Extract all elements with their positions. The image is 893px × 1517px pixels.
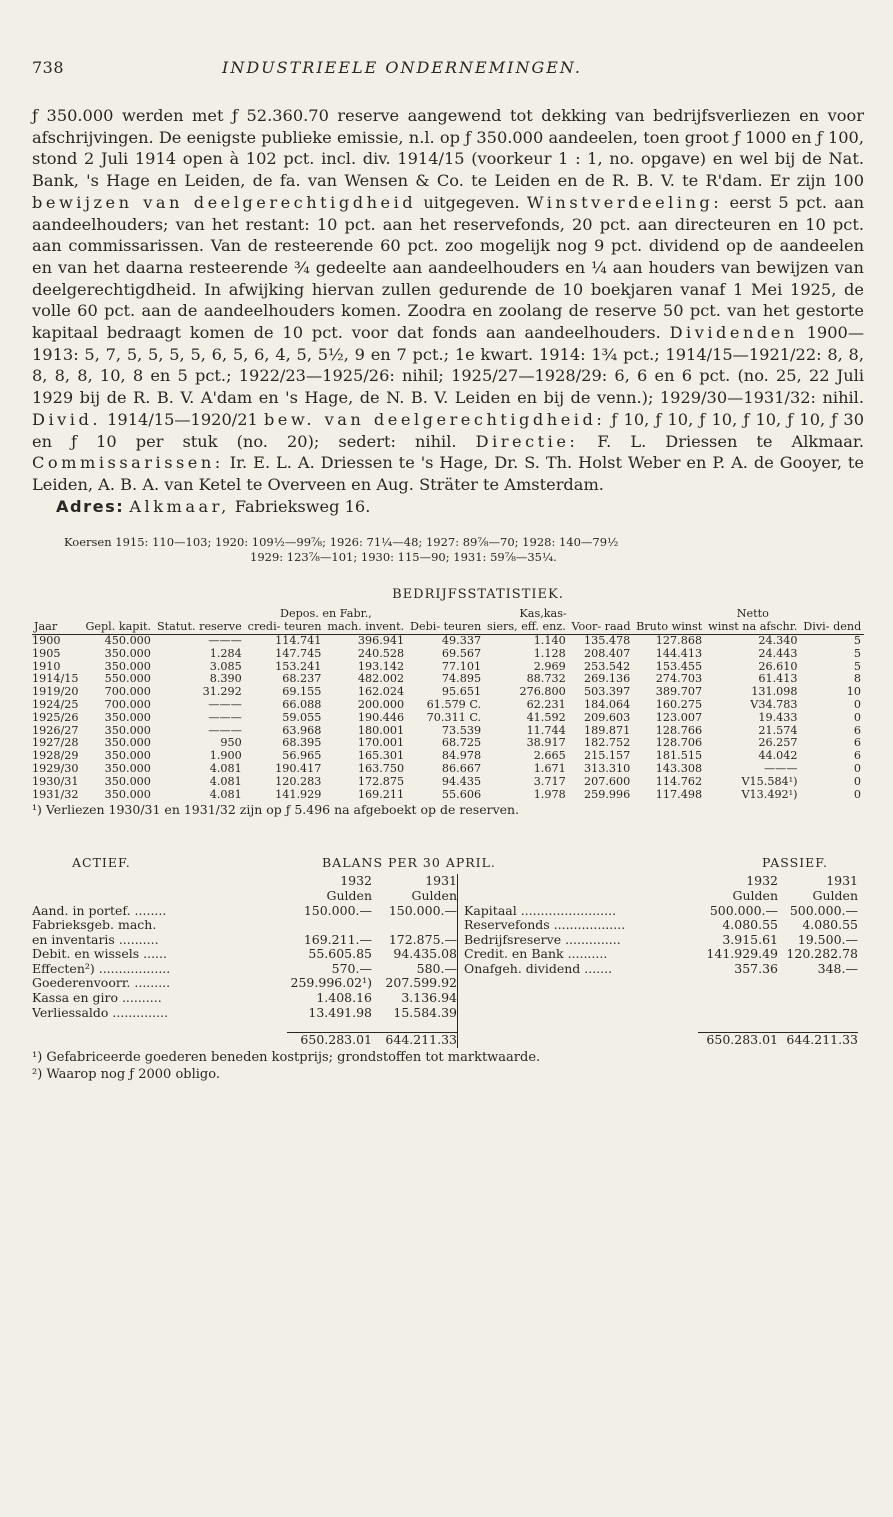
- stats-title: BEDRIJFSSTATISTIEK.: [392, 587, 564, 603]
- stats-cell: 1930/31: [32, 774, 79, 788]
- stats-cell: V34.783: [750, 697, 798, 711]
- passief-value: 500.000.—: [709, 902, 778, 918]
- stats-cell: 0: [853, 787, 861, 801]
- stats-col-header: Voor- raad: [569, 621, 634, 634]
- stats-cell: 1924/25: [32, 697, 79, 711]
- stats-cell: 4.081: [209, 774, 242, 788]
- passief-label: Kapitaal ........................: [464, 903, 617, 918]
- stats-cell: 114.762: [655, 774, 703, 788]
- stats-row: [32, 776, 864, 789]
- stats-cell: 41.592: [526, 710, 566, 724]
- passief-currency-2: Gulden: [812, 887, 858, 903]
- actief-row: [32, 904, 457, 919]
- stats-cell: 123.007: [655, 710, 703, 724]
- adres-city: Alkmaar,: [129, 496, 230, 516]
- stats-cell: 63.968: [282, 723, 322, 737]
- stats-cell: 135.478: [583, 633, 631, 647]
- stats-cell: 276.800: [519, 685, 566, 699]
- stats-cell: 153.455: [655, 659, 703, 673]
- stats-cell: 950: [220, 736, 242, 750]
- actief-total: 650.283.01 644.211.33: [32, 1032, 457, 1048]
- actief-value: 55.605.85: [308, 946, 372, 962]
- bew-label: bew. van deelgerechtigdheid:: [263, 409, 606, 429]
- adres-label: Adres:: [56, 496, 125, 516]
- divid-label: Divid.: [32, 409, 101, 429]
- commissarissen-label: Commissarissen:: [32, 453, 224, 473]
- text-uitgegeven: uitgegeven.: [416, 192, 527, 212]
- text-directie: F. L. Driessen te Alkmaar.: [578, 431, 864, 451]
- stats-cell: 1919/20: [32, 685, 79, 699]
- passief-value: 348.—: [817, 960, 858, 976]
- stats-cell: 350.000: [104, 761, 151, 775]
- stats-cell: 1929/30: [32, 761, 79, 775]
- actief-value: 169.211.—: [303, 931, 372, 947]
- stats-cell: 1931/32: [32, 787, 79, 801]
- stats-footnote: ¹) Verliezen 1930/31 en 1931/32 zijn op ƒ 5.496 na afgeboekt op de reserven.: [32, 802, 520, 818]
- text-divid-years: 1914/15—1920/21: [101, 409, 264, 429]
- text-bew: ƒ 10, ƒ 10, ƒ 10, ƒ 10, ƒ 10, ƒ 30 en ƒ 10 per stuk (no. 20); sedert: nihil.: [32, 409, 864, 451]
- stats-cell: 1900: [32, 633, 61, 647]
- stats-cell: V15.584¹): [741, 774, 798, 788]
- stats-cell: 141.929: [275, 787, 322, 801]
- stats-col-header: credi- teuren: [245, 621, 325, 634]
- stats-cell: 184.064: [583, 697, 631, 711]
- stats-cell: 24.340: [758, 633, 798, 647]
- stats-cell: 77.101: [441, 659, 482, 673]
- stats-cell: 55.606: [441, 787, 482, 801]
- stats-cell: 73.539: [441, 723, 482, 737]
- actief-value: 150.000.—: [388, 902, 457, 918]
- stats-cell: ———: [208, 697, 242, 711]
- actief-currency-2: Gulden: [411, 887, 457, 903]
- passief-year-2: 1931: [826, 873, 858, 889]
- stats-cell: 5: [853, 659, 861, 673]
- directie-label: Directie:: [475, 431, 579, 451]
- stats-col-header: Statut. reserve: [154, 621, 245, 634]
- actief-row: [32, 918, 457, 933]
- passief-row: [458, 947, 858, 962]
- stats-cell: 95.651: [441, 685, 482, 699]
- stats-row: [32, 648, 864, 661]
- stats-cell: 482.002: [357, 672, 405, 686]
- stats-cell: 26.257: [758, 736, 798, 750]
- stats-cell: 31.292: [202, 685, 242, 699]
- passief-label: PASSIEF.: [762, 855, 828, 871]
- winstverdeeling-label: Winstverdeeling:: [526, 192, 723, 212]
- stats-cell: 163.750: [357, 761, 405, 775]
- stats-cell: 160.275: [655, 697, 703, 711]
- stats-cell: 4.081: [209, 761, 242, 775]
- text-intro: ƒ 350.000 werden met ƒ 52.360.70 reserve aangewend tot dekking van bedrijfsverliezen en voor afschrijvingen. De eenigste publieke emissie, n.l. op ƒ 350.000 aandeelen, toen groot ƒ 1000 en ƒ 100, stond 2 Juli 1914 open à 102 pct. incl. div. 1914/15 (voorkeur 1 : 1, no. opgave) en wel bij de Nat. Bank, 's Hage en Leiden, de fa. van Wensen & Co. te Leiden en de R. B. V. te R'dam. Er zijn 100: [32, 106, 864, 191]
- stats-cell: 1.140: [533, 633, 566, 647]
- stats-cell: 10: [846, 685, 861, 699]
- stats-cell: 61.579 C.: [426, 697, 482, 711]
- stats-col-header: Bruto winst: [633, 621, 705, 634]
- stats-cell: 86.667: [441, 761, 482, 775]
- stats-cell: 170.001: [357, 736, 405, 750]
- stats-cell: 190.417: [275, 761, 322, 775]
- stats-row: [32, 763, 864, 776]
- actief-value: 94.435.08: [393, 946, 457, 962]
- actief-column: [32, 874, 458, 1048]
- stats-cell: 450.000: [104, 633, 151, 647]
- stats-cell: 68.725: [441, 736, 482, 750]
- actief-value: 259.996.02¹): [290, 975, 372, 991]
- stats-cell: 69.567: [441, 646, 482, 660]
- stats-cell: 350.000: [104, 710, 151, 724]
- passief-label: Bedrijfsreserve ..............: [464, 932, 621, 947]
- stats-col-header: siers, eff. enz.: [484, 621, 569, 634]
- stats-cell: 169.211: [357, 787, 405, 801]
- stats-cell: 209.603: [583, 710, 631, 724]
- spaced-bewijzen: bewijzen van deelgerechtigdheid: [32, 192, 417, 212]
- stats-row: [32, 712, 864, 725]
- actief-value: 570.—: [331, 960, 372, 976]
- balance-footnote-2: ²) Waarop nog ƒ 2000 obligo.: [32, 1066, 220, 1082]
- actief-value: 580.—: [416, 960, 457, 976]
- actief-value: 15.584.39: [393, 1004, 457, 1020]
- stats-cell: 0: [853, 774, 861, 788]
- stats-cell: 1928/29: [32, 749, 79, 763]
- stats-cell: 74.895: [441, 672, 482, 686]
- stats-cell: 1905: [32, 646, 61, 660]
- stats-cell: 1.284: [209, 646, 242, 660]
- stats-row: [32, 634, 864, 647]
- stats-cell: 165.301: [357, 749, 405, 763]
- passief-year-1: 1932: [746, 873, 778, 889]
- stats-cell: 0: [853, 761, 861, 775]
- stats-cell: 190.446: [357, 710, 405, 724]
- stats-cell: 1.128: [533, 646, 566, 660]
- stats-col-header: Debi- teuren: [407, 621, 484, 634]
- passief-value: 120.282.78: [786, 946, 858, 962]
- passief-value: 4.080.55: [802, 917, 858, 933]
- stats-cell: 189.871: [583, 723, 631, 737]
- stats-cell: 6: [853, 736, 861, 750]
- stats-cell: 350.000: [104, 787, 151, 801]
- stats-col-header: Divi- dend: [801, 621, 864, 634]
- passief-row: [458, 904, 858, 919]
- stats-cell: 240.528: [357, 646, 405, 660]
- stats-cell: 1.978: [533, 787, 566, 801]
- koersen-line-1: Koersen 1915: 110—103; 1920: 109½—99⅞; 1926: 71¼—48; 1927: 89⅞—70; 1928: 140—79½: [64, 535, 619, 550]
- stats-cell: 1.671: [533, 761, 566, 775]
- koersen: [32, 535, 864, 565]
- stats-cell: 1926/27: [32, 723, 79, 737]
- stats-cell: 4.081: [209, 787, 242, 801]
- dividenden-label: Dividenden: [669, 323, 798, 343]
- text-dividenden: 1900—1913: 5, 7, 5, 5, 5, 5, 6, 5, 6, 4, 5, 5½, 9 en 7 pct.; 1e kwart. 1914: 1¾ pct.; 1914/15—1921/22: 8, 8, 8, 8, 8, 10, 8 en 5 pct.; 1922/23—1925/26: nihil; 1925/27—1928/29: 6, 6 en 6 pct. (no. 25, 22 Juli 1929 bij de R. B. V. A'dam en 's Hage, de N. B. V. Leiden en bij de venn.); 1929/30—1931/32: nihil.: [32, 323, 865, 408]
- passief-row: [458, 918, 858, 933]
- actief-value: 150.000.—: [303, 902, 372, 918]
- stats-cell: 253.542: [583, 659, 631, 673]
- group-netto: Netto: [736, 607, 769, 621]
- stats-cell: 120.283: [275, 774, 322, 788]
- adres-street: Fabrieksweg 16.: [229, 496, 371, 516]
- actief-label: Fabrieksgeb. mach.: [32, 918, 157, 933]
- actief-currency-1: Gulden: [326, 887, 372, 903]
- text-commissarissen: Ir. E. L. A. Driessen te 's Hage, Dr. S. Th. Holst Weber en P. A. de Gooyer, te Leiden, A. B. A. van Ketel te Overveen en Aug. Sträter te Amsterdam.: [32, 453, 864, 494]
- stats-cell: 350.000: [104, 774, 151, 788]
- company-description: [32, 105, 864, 517]
- stats-cell: 144.413: [655, 646, 703, 660]
- stats-cell: 1925/26: [32, 710, 79, 724]
- actief-row: [32, 991, 457, 1006]
- stats-cell: V13.492¹): [741, 787, 798, 801]
- stats-cell: ———: [763, 761, 798, 775]
- stats-cell: 38.917: [526, 736, 566, 750]
- actief-year-2: 1931: [425, 873, 457, 889]
- stats-cell: 700.000: [104, 697, 151, 711]
- actief-value: 207.599.92: [385, 975, 457, 991]
- stats-cell: 8.390: [209, 672, 242, 686]
- stats-cell: 24.443: [758, 646, 798, 660]
- koersen-line-2: 1929: 123⅞—101; 1930: 115—90; 1931: 59⅞—35¼.: [250, 550, 557, 565]
- stats-cell: 181.515: [655, 749, 703, 763]
- stats-cell: 259.996: [583, 787, 631, 801]
- stats-cell: 66.088: [282, 697, 322, 711]
- stats-cell: 68.237: [282, 672, 322, 686]
- stats-cell: 3.717: [533, 774, 566, 788]
- stats-cell: 117.498: [655, 787, 703, 801]
- stats-cell: 2.665: [533, 749, 566, 763]
- passief-label: Onafgeh. dividend .......: [464, 961, 613, 976]
- stats-cell: 59.055: [282, 710, 322, 724]
- stats-cell: 153.241: [275, 659, 322, 673]
- actief-label: Aand. in portef. ........: [32, 903, 167, 918]
- page-header: [32, 58, 864, 77]
- stats-cell: 350.000: [104, 646, 151, 660]
- actief-label: en inventaris ..........: [32, 932, 159, 947]
- stats-cell: 68.395: [282, 736, 322, 750]
- passief-value: 3.915.61: [722, 931, 778, 947]
- passief-value: 19.500.—: [797, 931, 858, 947]
- group-kas: Kas,kas-: [519, 607, 567, 621]
- passief-currency-1: Gulden: [732, 887, 778, 903]
- stats-cell: 6: [853, 723, 861, 737]
- stats-cell: 503.397: [583, 685, 631, 699]
- stats-cell: 8: [853, 672, 861, 686]
- stats-cell: 5: [853, 633, 861, 647]
- stats-cell: 200.000: [357, 697, 405, 711]
- actief-label: Effecten²) ..................: [32, 961, 171, 976]
- stats-cell: 143.308: [655, 761, 703, 775]
- stats-col-header: Jaar: [32, 621, 83, 634]
- stats-cell: 1.900: [209, 749, 242, 763]
- stats-cell: 313.310: [583, 761, 631, 775]
- stats-cell: 2.969: [533, 659, 566, 673]
- stats-cell: 19.433: [758, 710, 798, 724]
- stats-col-header: Gepl. kapit.: [83, 621, 154, 634]
- stats-cell: 172.875: [357, 774, 405, 788]
- stats-row: [32, 750, 864, 763]
- actief-label: Verliessaldo ..............: [32, 1005, 169, 1020]
- actief-label: Goederenvoorr. .........: [32, 976, 171, 991]
- stats-cell: 193.142: [357, 659, 405, 673]
- stats-cell: 114.741: [275, 633, 322, 647]
- passief-column: [458, 874, 858, 1048]
- stats-row: [32, 789, 864, 802]
- stats-cell: 131.098: [751, 685, 798, 699]
- stats-cell: 84.978: [441, 749, 482, 763]
- stats-cell: 208.407: [583, 646, 631, 660]
- stats-cell: 6: [853, 749, 861, 763]
- stats-cell: 62.231: [526, 697, 566, 711]
- passief-value: 141.929.49: [706, 946, 778, 962]
- stats-cell: 389.707: [655, 685, 703, 699]
- stats-table: [32, 608, 864, 801]
- running-title: INDUSTRIEELE ONDERNEMINGEN.: [222, 58, 582, 77]
- actief-year-1: 1932: [340, 873, 372, 889]
- stats-cell: 44.042: [758, 749, 798, 763]
- actief-row: [32, 976, 457, 991]
- stats-row: [32, 699, 864, 712]
- stats-cell: 5: [853, 646, 861, 660]
- stats-cell: 88.732: [526, 672, 566, 686]
- stats-cell: 396.941: [357, 633, 405, 647]
- actief-label: Debit. en wissels ......: [32, 947, 167, 962]
- actief-value: 172.875.—: [388, 931, 457, 947]
- stats-cell: 127.868: [655, 633, 703, 647]
- stats-cell: 56.965: [282, 749, 322, 763]
- page-number: 738: [32, 58, 65, 77]
- stats-cell: 26.610: [758, 659, 798, 673]
- stats-cell: 274.703: [655, 672, 703, 686]
- stats-cell: ———: [208, 710, 242, 724]
- stats-cell: ———: [208, 633, 242, 647]
- stats-cell: 1910: [32, 659, 61, 673]
- stats-cell: 1914/15: [32, 672, 79, 686]
- actief-row: [32, 962, 457, 977]
- actief-label: ACTIEF.: [72, 855, 131, 871]
- actief-value: [372, 918, 457, 933]
- stats-cell: 215.157: [583, 749, 631, 763]
- stats-cell: 180.001: [357, 723, 405, 737]
- text-winstverdeeling: eerst 5 pct. aan aandeelhouders; van het restant: 10 pct. aan het reservefonds, 20 pct. aan directeuren en 10 pct. aan commissarissen. Van de resteerende 60 pct. zoo mogelijk nog 9 pct. dividend op de aandeelen en van het daarna resteerende ¾ gedeelte aan aandeelhouders en ¼ aan houders van bewijzen van deelgerechtigdheid. In afwijking hiervan zullen gedurende de 10 boekjaren vanaf 1 Mei 1925, de volle 60 pct. aan de aandeelhouders komen. Zoodra en zoolang de reserve 50 pct. van het gestorte kapitaal bedraagt komen de 10 pct. voor dat fonds aan aandeelhouders.: [32, 192, 864, 343]
- stats-cell: 69.155: [282, 685, 322, 699]
- document-page: [32, 58, 864, 1082]
- balance-sheet: [32, 874, 864, 1048]
- stats-cell: 0: [853, 697, 861, 711]
- stats-cell: 3.085: [209, 659, 242, 673]
- stats-cell: 11.744: [526, 723, 566, 737]
- passief-label: Reservefonds ..................: [464, 918, 626, 933]
- stats-cell: 0: [853, 710, 861, 724]
- stats-cell: 61.413: [758, 672, 798, 686]
- stats-cell: 269.136: [583, 672, 631, 686]
- stats-col-header: mach. invent.: [324, 621, 407, 634]
- stats-cell: ———: [208, 723, 242, 737]
- group-depos-fabr: Depos. en Fabr.,: [280, 607, 372, 621]
- stats-cell: 350.000: [104, 736, 151, 750]
- passief-total: 650.283.01 644.211.33: [458, 1032, 858, 1048]
- stats-cell: 182.752: [583, 736, 631, 750]
- stats-cell: 550.000: [104, 672, 151, 686]
- actief-value: 13.491.98: [308, 1004, 372, 1020]
- passief-row: [458, 962, 858, 977]
- actief-value: 3.136.94: [401, 990, 457, 1006]
- balance-header: [32, 855, 864, 870]
- stats-cell: 94.435: [441, 774, 482, 788]
- stats-cell: 162.024: [357, 685, 405, 699]
- passief-value: 357.36: [734, 960, 778, 976]
- stats-cell: 21.574: [758, 723, 798, 737]
- balance-title: BALANS PER 30 APRIL.: [322, 855, 496, 871]
- actief-value: 1.408.16: [316, 990, 372, 1006]
- stats-cell: 350.000: [104, 659, 151, 673]
- passief-value: 500.000.—: [789, 902, 858, 918]
- stats-cell: 70.311 C.: [426, 710, 482, 724]
- passief-label: Credit. en Bank ..........: [464, 947, 608, 962]
- stats-cell: 128.706: [655, 736, 703, 750]
- balance-footnote-1: ¹) Gefabriceerde goederen beneden kostprijs; grondstoffen tot marktwaarde.: [32, 1049, 541, 1065]
- stats-cell: 350.000: [104, 723, 151, 737]
- actief-row: [32, 933, 457, 948]
- stats-cell: 147.745: [275, 646, 322, 660]
- actief-label: Kassa en giro ..........: [32, 991, 162, 1006]
- stats-cell: 1927/28: [32, 736, 79, 750]
- stats-col-header: winst na afschr.: [705, 621, 800, 634]
- stats-cell: 350.000: [104, 749, 151, 763]
- passief-row: [458, 933, 858, 948]
- actief-row: [32, 947, 457, 962]
- passief-value: 4.080.55: [722, 917, 778, 933]
- stats-cell: 207.600: [583, 774, 631, 788]
- actief-row: [32, 1006, 457, 1021]
- stats-cell: 49.337: [441, 633, 482, 647]
- actief-value: [287, 918, 372, 933]
- stats-cell: 700.000: [104, 685, 151, 699]
- stats-cell: 128.766: [655, 723, 703, 737]
